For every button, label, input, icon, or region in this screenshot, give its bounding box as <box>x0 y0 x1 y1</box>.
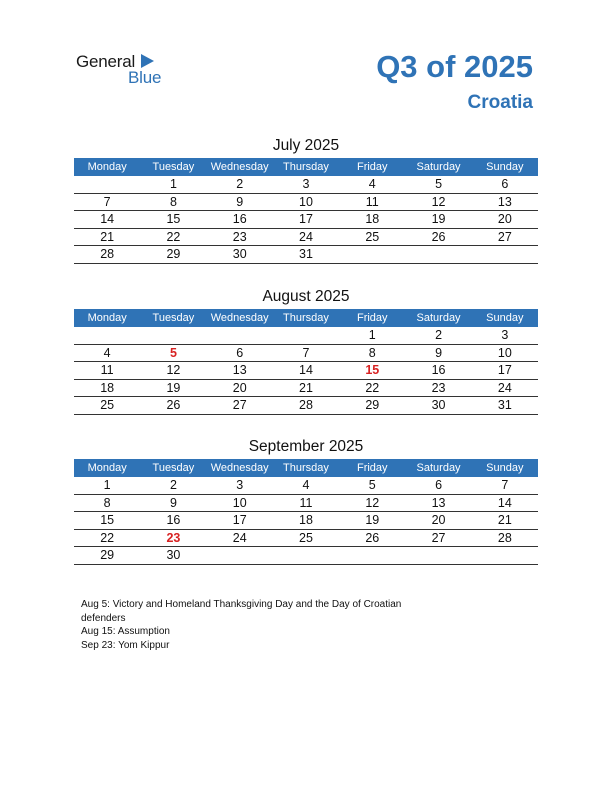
day-cell: 25 <box>299 530 313 545</box>
week-row <box>74 495 538 513</box>
day-cell: 7 <box>103 194 111 209</box>
day-cell: 22 <box>100 530 115 545</box>
week-row <box>74 345 538 363</box>
day-cell: 26 <box>166 398 181 413</box>
day-cell <box>74 176 140 193</box>
week-row <box>74 547 538 565</box>
day-cell <box>207 547 273 564</box>
day-cell: 29 <box>166 247 181 262</box>
weekday-header-row <box>74 309 538 327</box>
weekday-header: Thursday <box>283 462 329 474</box>
weekday-header: Wednesday <box>210 161 269 173</box>
day-cell: 13 <box>497 194 512 209</box>
day-cell: 14 <box>299 363 313 378</box>
day-cell: 23 <box>232 229 247 244</box>
day-cell: 19 <box>431 212 446 227</box>
day-cell: 9 <box>236 194 244 209</box>
week-row <box>74 229 538 247</box>
weekday-header: Saturday <box>416 312 461 324</box>
weekday-header: Friday <box>356 312 388 324</box>
day-cell: 2 <box>169 478 177 492</box>
day-cell: 15 <box>365 363 380 378</box>
weekday-header: Wednesday <box>210 462 269 474</box>
weekday-header: Sunday <box>486 161 524 173</box>
day-cell <box>405 246 471 263</box>
week-row <box>74 477 538 495</box>
holiday-note: Aug 15: Assumption <box>81 626 170 637</box>
day-cell: 27 <box>232 398 247 413</box>
week-row <box>74 211 538 229</box>
week-row <box>74 530 538 548</box>
day-cell: 10 <box>299 194 313 209</box>
day-cell: 1 <box>169 177 177 191</box>
weekday-header: Friday <box>356 161 388 173</box>
day-cell: 22 <box>166 229 181 244</box>
day-cell: 25 <box>100 398 115 413</box>
day-cell: 22 <box>365 380 380 395</box>
day-cell: 13 <box>431 495 446 510</box>
day-cell <box>273 547 339 564</box>
day-cell: 17 <box>232 513 247 528</box>
day-cell: 29 <box>100 548 115 563</box>
day-cell: 3 <box>236 478 244 492</box>
day-cell: 15 <box>100 513 115 528</box>
day-cell: 2 <box>435 328 443 342</box>
day-cell: 24 <box>299 229 313 244</box>
day-cell: 5 <box>368 478 376 492</box>
day-cell: 16 <box>166 513 181 528</box>
day-cell: 11 <box>100 363 114 378</box>
day-cell: 18 <box>365 212 380 227</box>
day-cell <box>140 327 206 344</box>
generalblue-logo <box>76 52 186 88</box>
day-cell <box>207 327 273 344</box>
week-row <box>74 512 538 530</box>
day-cell: 31 <box>497 398 512 413</box>
day-cell: 16 <box>431 363 446 378</box>
day-cell: 3 <box>501 328 509 342</box>
day-cell: 6 <box>501 177 509 191</box>
day-cell <box>472 246 538 263</box>
weekday-header: Sunday <box>486 462 524 474</box>
day-cell: 30 <box>431 398 446 413</box>
month-title: September 2025 <box>248 438 364 455</box>
day-cell: 20 <box>232 380 247 395</box>
weekday-header-row <box>74 158 538 176</box>
day-cell: 12 <box>431 194 446 209</box>
day-cell: 1 <box>103 478 111 492</box>
weekday-header: Saturday <box>416 462 461 474</box>
day-cell: 18 <box>299 513 313 528</box>
day-cell: 23 <box>166 530 181 545</box>
week-row <box>74 327 538 345</box>
week-row <box>74 380 538 398</box>
holiday-note: Sep 23: Yom Kippur <box>81 639 170 651</box>
day-cell: 26 <box>431 229 446 244</box>
day-cell <box>472 547 538 564</box>
day-cell: 20 <box>431 513 446 528</box>
weekday-header: Friday <box>356 462 388 474</box>
day-cell <box>273 327 339 344</box>
day-cell: 17 <box>299 212 313 227</box>
day-cell: 13 <box>232 363 247 378</box>
weekday-header: Saturday <box>416 161 461 173</box>
day-cell: 4 <box>368 177 376 191</box>
day-cell <box>339 246 405 263</box>
week-row <box>74 246 538 264</box>
day-cell: 21 <box>100 229 115 244</box>
country-name: Croatia <box>467 92 533 113</box>
day-cell: 8 <box>169 194 177 209</box>
day-cell: 12 <box>166 363 181 378</box>
day-cell <box>339 547 405 564</box>
day-cell: 7 <box>302 345 310 360</box>
day-cell: 28 <box>497 530 512 545</box>
week-row <box>74 362 538 380</box>
logo-text-blue: Blue <box>128 68 162 87</box>
day-cell: 5 <box>435 177 443 191</box>
day-cell: 9 <box>435 345 443 360</box>
weekday-header-row <box>74 459 538 477</box>
week-row <box>74 397 538 415</box>
weekday-header: Sunday <box>486 312 524 324</box>
day-cell: 21 <box>497 513 512 528</box>
day-cell: 25 <box>365 229 380 244</box>
day-cell: 18 <box>100 380 115 395</box>
day-cell: 30 <box>232 247 247 262</box>
holiday-notes <box>81 598 421 652</box>
day-cell: 3 <box>302 177 310 191</box>
day-cell <box>74 327 140 344</box>
day-cell: 27 <box>497 229 512 244</box>
weekday-header: Tuesday <box>152 161 195 173</box>
weekday-header: Thursday <box>283 161 329 173</box>
day-cell: 6 <box>236 345 244 360</box>
weekday-header: Tuesday <box>152 312 195 324</box>
day-cell: 11 <box>299 495 313 510</box>
day-cell: 26 <box>365 530 380 545</box>
weekday-header: Monday <box>87 312 127 324</box>
holiday-note: Aug 5: Victory and Homeland Thanksgiving Day and the Day of Croatian <box>81 599 402 610</box>
day-cell: 21 <box>299 380 313 395</box>
logo-triangle-icon <box>141 54 154 68</box>
day-cell <box>405 547 471 564</box>
day-cell: 10 <box>232 495 247 510</box>
weekday-header: Monday <box>87 462 127 474</box>
day-cell: 11 <box>365 194 379 209</box>
day-cell: 17 <box>497 363 512 378</box>
day-cell: 12 <box>365 495 380 510</box>
day-cell: 24 <box>497 380 512 395</box>
day-cell: 7 <box>501 478 509 492</box>
holiday-note: defenders <box>81 612 126 624</box>
day-cell: 4 <box>103 345 111 360</box>
day-cell: 5 <box>169 345 177 360</box>
day-cell: 4 <box>302 478 310 492</box>
weekday-header: Monday <box>87 161 127 173</box>
logo-text-general: General <box>76 52 136 71</box>
day-cell: 24 <box>232 530 247 545</box>
day-cell: 31 <box>299 247 313 262</box>
day-cell: 30 <box>166 548 181 563</box>
month-title: August 2025 <box>262 288 350 305</box>
weekday-header: Tuesday <box>152 462 195 474</box>
day-cell: 20 <box>497 212 512 227</box>
day-cell: 6 <box>435 478 443 492</box>
day-cell: 27 <box>431 530 446 545</box>
day-cell: 16 <box>232 212 247 227</box>
week-row <box>74 176 538 194</box>
day-cell: 15 <box>166 212 181 227</box>
month-calendar-august <box>74 286 538 415</box>
day-cell: 14 <box>100 212 115 227</box>
day-cell: 8 <box>103 495 111 510</box>
day-cell: 10 <box>497 345 512 360</box>
week-row <box>74 194 538 212</box>
day-cell: 14 <box>497 495 512 510</box>
month-calendar-july <box>74 135 538 264</box>
day-cell: 29 <box>365 398 380 413</box>
page-title: Q3 of 2025 <box>376 49 533 84</box>
day-cell: 28 <box>100 247 115 262</box>
day-cell: 19 <box>166 380 181 395</box>
weekday-header: Wednesday <box>210 312 269 324</box>
month-title: July 2025 <box>272 137 340 154</box>
day-cell: 19 <box>365 513 380 528</box>
day-cell: 1 <box>368 328 376 342</box>
day-cell: 23 <box>431 380 446 395</box>
day-cell: 9 <box>169 495 177 510</box>
day-cell: 2 <box>236 177 244 191</box>
weekday-header: Thursday <box>283 312 329 324</box>
day-cell: 28 <box>299 398 313 413</box>
month-calendar-september <box>74 436 538 565</box>
day-cell: 8 <box>368 345 376 360</box>
